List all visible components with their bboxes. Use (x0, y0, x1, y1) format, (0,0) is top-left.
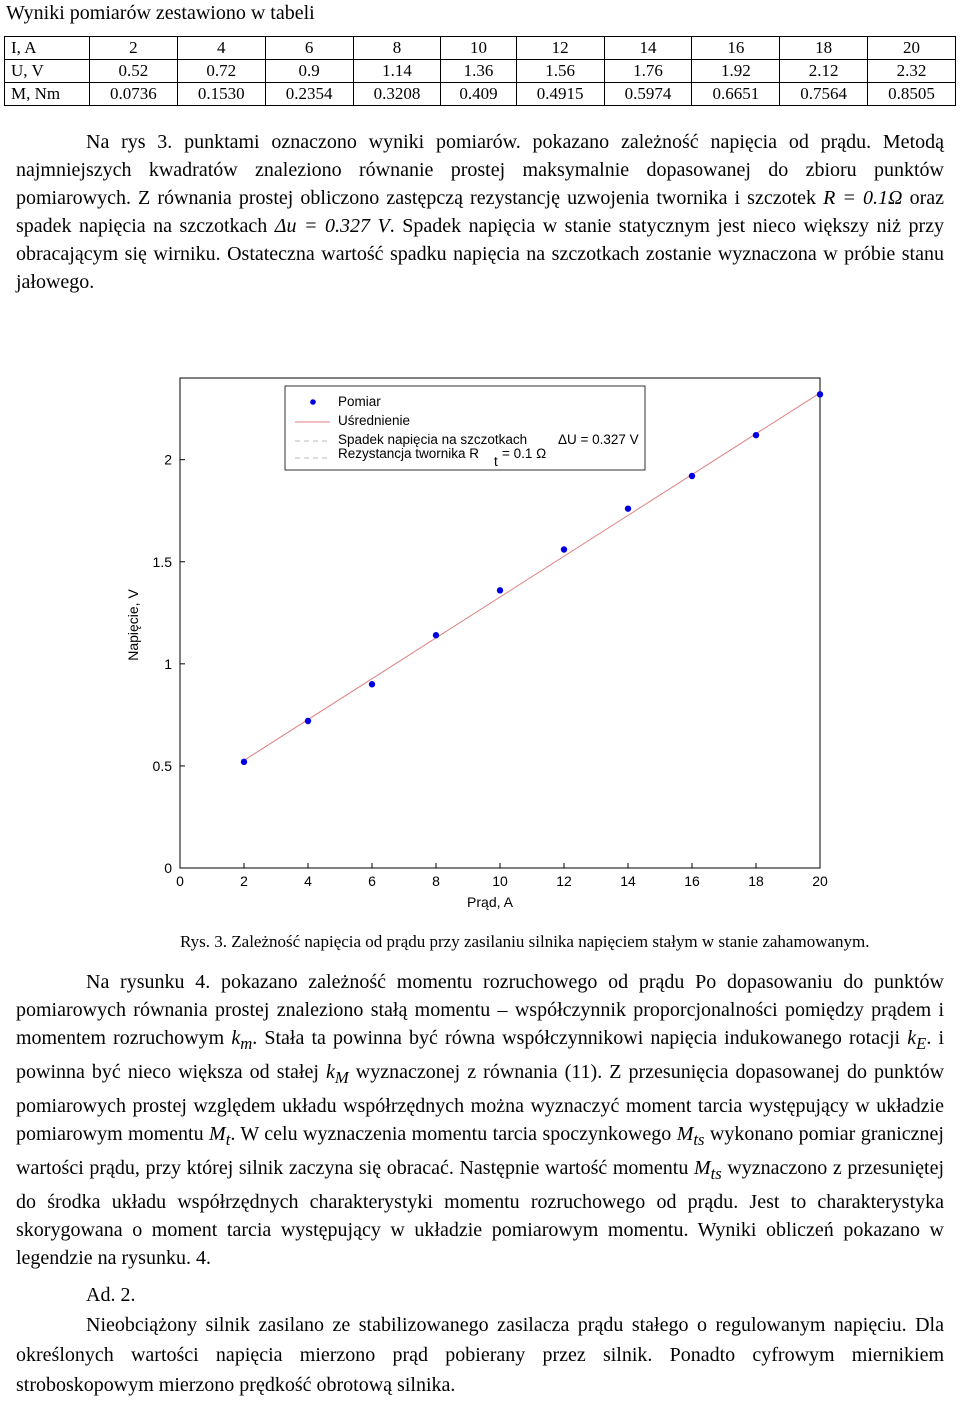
table-cell: 0.7564 (780, 83, 868, 106)
symbol-km-sub: m (240, 1034, 253, 1053)
paragraph-2-text-f: wykonano pomiar granicznej wartości prądu, przy której silnik zaczyna się obracać. Następnie wartość momentu (16, 1123, 944, 1179)
paragraph-1-text-b: oraz spadek napięcia na szczotkach (16, 187, 944, 237)
paragraph-3 (16, 1280, 944, 1400)
paragraph-2 (16, 968, 944, 1272)
paragraph-2-text-c: . i powinna być nieco większa od stałej (16, 1027, 944, 1083)
data-point (433, 632, 439, 638)
table-cell: 1.76 (604, 60, 692, 83)
x-tick-label: 0 (176, 873, 184, 889)
table-cell: 4 (177, 37, 265, 60)
data-point (561, 546, 567, 552)
symbol-ke: k (907, 1027, 917, 1049)
data-point (497, 587, 503, 593)
table-cell: 0.2354 (265, 83, 353, 106)
paragraph-2-text-d: wyznaczonej z równania (11). Z przesunięcia dopasowanej do punktów pomiarowych prostej względem układu współrzędnych można wyznaczyć moment tarcia występujący w układzie pomiarowym momentu (16, 1061, 945, 1145)
symbol-km: k (231, 1027, 241, 1049)
x-tick-label: 18 (748, 873, 764, 889)
chart-legend (285, 386, 645, 470)
table-cell: 2.12 (780, 60, 868, 83)
table-row-label: U, V (5, 60, 90, 83)
table-cell: 0.9 (265, 60, 353, 83)
formula-voltage-drop: Δu = 0.327 V (274, 215, 390, 237)
table-cell: 1.56 (516, 60, 604, 83)
data-point (305, 718, 311, 724)
table-cell: 0.72 (177, 60, 265, 83)
table-cell: 0.0736 (90, 83, 178, 106)
data-point (241, 759, 247, 765)
paragraph-2-text-b: . Stała ta powinna być równa współczynnikowi napięcia indukowanego rotacji (252, 1027, 908, 1049)
table-row-label: M, Nm (5, 83, 90, 106)
table-cell: 1.14 (353, 60, 441, 83)
x-tick-label: 8 (432, 873, 440, 889)
section-heading: Wyniki pomiarów zestawiono w tabeli (6, 2, 315, 24)
x-tick-label: 20 (812, 873, 828, 889)
table-cell: 8 (353, 37, 441, 60)
x-tick-label: 16 (684, 873, 700, 889)
table-cell: 6 (265, 37, 353, 60)
data-point (369, 681, 375, 687)
paragraph-3-text: Nieobciążony silnik zasilano ze stabilizowanego zasilacza prądu stałego o regulowanym napięciu. Dla określonych wartości napięcia mierzono prąd pobierany przez silnik. Ponadto cyfrowym miernikiem stroboskopowym mierzono prędkość obrotową silnika. (16, 1314, 944, 1396)
legend-label-rezystancja: Rezystancja twornika R (338, 446, 480, 461)
table-row (5, 60, 956, 83)
legend-label-pomiar: Pomiar (338, 394, 381, 409)
table-cell: 20 (868, 37, 956, 60)
x-tick-label: 6 (368, 873, 376, 889)
paragraph-1-text-a: Na rys 3. punktami oznaczono wyniki pomiarów. pokazano zależność napięcia od prądu. Metodą najmniejszych kwadratów znaleziono równanie prostej maksymalnie dopasowanej do zbioru punktów pomiarowych. Z równania prostej obliczono zastępczą rezystancję uzwojenia twornika i szczotek (16, 131, 944, 209)
table-cell: 0.6651 (692, 83, 780, 106)
data-point (625, 505, 631, 511)
y-tick-label: 1.5 (152, 553, 172, 570)
symbol-mts-1: M (676, 1123, 694, 1145)
symbol-kM-sub: M (334, 1068, 349, 1087)
legend-value-spadek: ΔU = 0.327 V (558, 432, 639, 447)
legend-label-spadek: Spadek napięcia na szczotkach (338, 432, 528, 447)
symbol-mt: M (209, 1123, 226, 1145)
table-cell: 0.52 (90, 60, 178, 83)
table-cell: 2.32 (868, 60, 956, 83)
table-cell: 12 (516, 37, 604, 60)
symbol-mt-sub: t (225, 1130, 231, 1149)
table-row (5, 83, 956, 106)
data-point (689, 473, 695, 479)
symbol-kM: k (325, 1061, 335, 1083)
y-tick-label: 0.5 (152, 757, 172, 774)
table-cell: 0.5974 (604, 83, 692, 106)
y-tick-label: 1 (164, 655, 172, 672)
paragraph-1 (16, 128, 944, 296)
table-cell: 10 (441, 37, 516, 60)
formula-resistance: R = 0.1Ω (823, 187, 903, 209)
paragraph-2-text-a: Na rysunku 4. pokazano zależność momentu rozruchowego od prądu Po dopasowaniu do punktów pomiarowych równania prostej znaleziono stałą momentu – współczynnik proporcjonalności pomiędzy prądem i momentem rozruchowym (16, 971, 944, 1049)
symbol-mts-1-sub: ts (693, 1130, 705, 1149)
symbol-ke-sub: E (916, 1034, 927, 1053)
table-cell: 0.8505 (868, 83, 956, 106)
data-point (753, 432, 759, 438)
x-axis-label: Prąd, A (467, 894, 513, 910)
measurement-table (4, 36, 956, 106)
table-cell: 18 (780, 37, 868, 60)
table-row (5, 37, 956, 60)
x-tick-label: 12 (556, 873, 572, 889)
table-cell: 2 (90, 37, 178, 60)
table-cell: 16 (692, 37, 780, 60)
x-tick-label: 14 (620, 873, 636, 889)
x-tick-label: 4 (304, 873, 312, 889)
legend-label-usrednienie: Uśrednienie (338, 413, 411, 428)
paragraph-2-text-e: . W celu wyznaczenia momentu tarcia spoczynkowego (230, 1123, 677, 1145)
table-cell: 14 (604, 37, 692, 60)
table-cell: 0.4915 (516, 83, 604, 106)
section-ad2: Ad. 2. (86, 1284, 136, 1306)
table-cell: 1.36 (441, 60, 516, 83)
table-row-label: I, A (5, 37, 90, 60)
voltage-current-chart (0, 370, 960, 920)
symbol-mts-2-sub: ts (710, 1164, 722, 1183)
paragraph-2-text-g: wyznaczono z przesuniętej do środka układu współrzędnych charakterystyki momentu rozruchowego od prądu. Jest to charakterystyka skorygowana o moment tarcia występujący w układzie pomiarowym momentu. Wyniki obliczeń pokazano w legendzie na rysunku. 4. (16, 1157, 944, 1269)
table-cell: 0.409 (441, 83, 516, 106)
y-axis-label: Napięcie, V (125, 589, 141, 661)
table-cell: 0.3208 (353, 83, 441, 106)
data-point (817, 391, 823, 397)
y-tick-label: 2 (164, 451, 172, 468)
legend-marker-pomiar (310, 399, 316, 405)
table-cell: 1.92 (692, 60, 780, 83)
table-cell: 0.1530 (177, 83, 265, 106)
legend-value-rezystancja: = 0.1 Ω (502, 446, 547, 461)
paragraph-1-text-c: . Spadek napięcia w stanie statycznym jest nieco większy niż przy obracającym się wirniku. Ostateczna wartość spadku napięcia na szczotkach zostanie wyznaczona w próbie stanu jałowego. (16, 215, 944, 293)
x-tick-label: 10 (492, 873, 508, 889)
x-tick-label: 2 (240, 873, 248, 889)
y-tick-label: 0 (164, 860, 172, 876)
symbol-mts-2: M (693, 1157, 711, 1179)
legend-subscript-t: t (494, 454, 498, 469)
figure-caption: Rys. 3. Zależność napięcia od prądu przy zasilaniu silnika napięciem stałym w stanie zahamowanym. (180, 932, 870, 951)
